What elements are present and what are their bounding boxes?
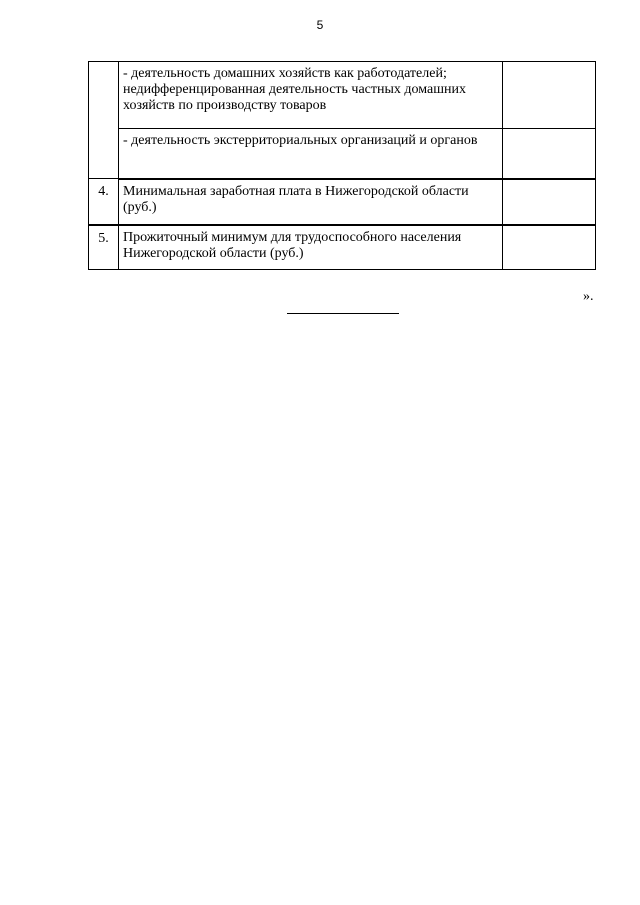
row-number-cell [89,62,119,179]
row-value-cell [503,179,596,225]
row-value-cell [503,225,596,270]
row-number-cell: 5. [89,225,119,270]
row-description-cell: - деятельность экстерриториальных организаций и органов [119,129,503,179]
row-number-cell: 4. [89,179,119,225]
table-row [89,62,596,129]
row-description-cell: - деятельность домашних хозяйств как работодателей; недифференцированная деятельность частных домашних хозяйств по производству товаров [119,62,503,129]
row-description-cell: Прожиточный минимум для трудоспособного населения Нижегородской области (руб.) [119,225,503,270]
row-description-cell: Минимальная заработная плата в Нижегородской области (руб.) [119,179,503,225]
table-row [89,179,596,225]
end-of-document-rule [287,313,399,314]
row-value-cell [503,129,596,179]
page-number: 5 [316,18,324,32]
row-value-cell [503,62,596,129]
closing-quote: ». [583,289,594,304]
table-row [89,129,596,179]
table-row [89,225,596,270]
indicators-table [88,61,596,270]
